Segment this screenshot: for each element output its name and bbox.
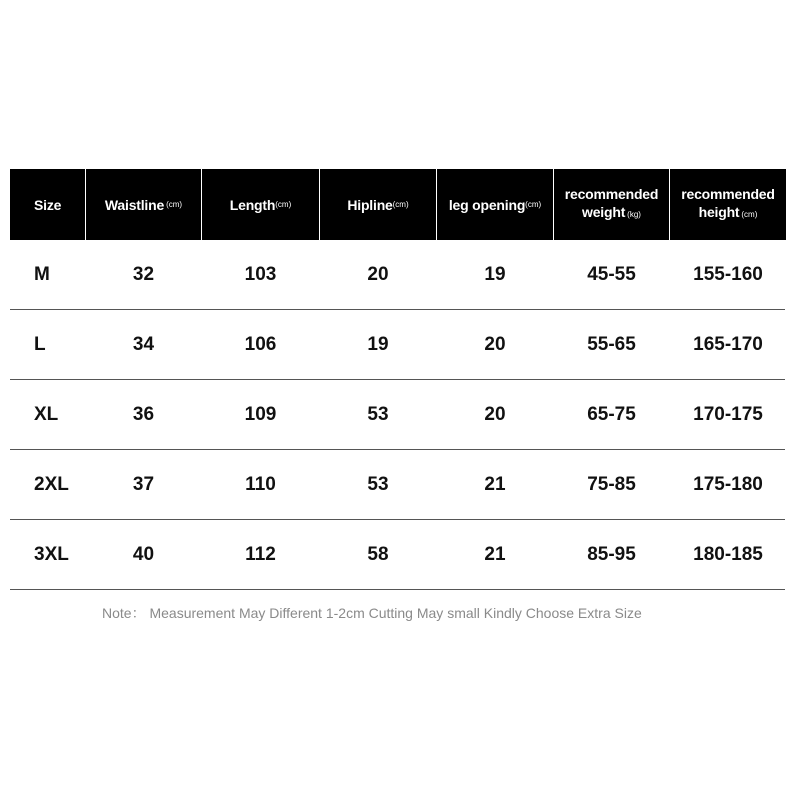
header-weight-line2: weight [582, 204, 626, 220]
cell-hipline: 53 [367, 403, 389, 425]
table-row [10, 240, 785, 310]
cell-waistline: 34 [132, 333, 155, 355]
cell-hipline: 58 [367, 543, 389, 565]
header-leg-opening-unit: (cm) [525, 199, 542, 209]
cell-waistline: 32 [132, 263, 155, 285]
header-length [202, 169, 319, 240]
header-waistline-label: Waistline [104, 196, 165, 213]
cell-length: 103 [244, 263, 277, 285]
cell-size: XL [34, 403, 59, 425]
header-waistline-unit: (cm) [166, 199, 183, 209]
cell-recommended-height: 180-185 [693, 543, 763, 565]
header-recommended-weight [554, 169, 669, 240]
header-height-line1: recommended [681, 186, 775, 202]
header-length-label: Length [229, 196, 276, 213]
table-row [10, 380, 785, 450]
header-leg-opening-label: leg opening [448, 196, 526, 213]
cell-recommended-weight: 75-85 [587, 473, 636, 495]
cell-leg-opening: 21 [484, 473, 506, 495]
cell-length: 106 [244, 333, 277, 355]
cell-recommended-height: 155-160 [693, 263, 763, 285]
cell-leg-opening: 19 [484, 263, 506, 285]
header-leg-opening [437, 169, 553, 240]
table-row [10, 450, 785, 520]
cell-recommended-weight: 65-75 [587, 403, 636, 425]
cell-leg-opening: 20 [484, 333, 506, 355]
header-hipline-unit: (cm) [392, 199, 409, 209]
header-height-unit: (cm) [741, 210, 758, 219]
cell-recommended-weight: 55-65 [587, 333, 636, 355]
header-recommended-height [670, 169, 786, 240]
header-hipline [320, 169, 436, 240]
cell-length: 110 [245, 473, 276, 495]
cell-recommended-height: 170-175 [693, 403, 763, 425]
cell-size: 2XL [34, 473, 69, 495]
header-hipline-label: Hipline [347, 196, 393, 213]
table-row [10, 520, 785, 590]
cell-waistline: 37 [132, 473, 155, 495]
cell-size: L [34, 333, 46, 355]
cell-waistline: 40 [132, 543, 155, 565]
size-chart-table [10, 169, 785, 590]
cell-leg-opening: 21 [484, 543, 506, 565]
cell-leg-opening: 20 [484, 403, 506, 425]
header-waistline [86, 169, 201, 240]
cell-hipline: 20 [367, 263, 389, 285]
cell-hipline: 19 [367, 333, 389, 355]
cell-recommended-height: 175-180 [693, 473, 763, 495]
cell-recommended-weight: 85-95 [587, 543, 636, 565]
cell-length: 109 [244, 403, 277, 425]
header-weight-line1: recommended [564, 186, 659, 202]
cell-length: 112 [245, 543, 276, 565]
header-height-line2: height [698, 204, 740, 220]
header-length-unit: (cm) [275, 199, 292, 209]
header-size [10, 169, 85, 240]
cell-size: 3XL [34, 543, 69, 565]
cell-recommended-weight: 45-55 [587, 263, 636, 285]
cell-hipline: 53 [367, 473, 389, 495]
header-weight-unit: (kg) [627, 210, 641, 219]
table-row [10, 310, 785, 380]
cell-recommended-height: 165-170 [693, 333, 763, 355]
measurement-note: Note： Measurement May Different 1-2cm Cutting May small Kindly Choose Extra Size [102, 605, 642, 621]
table-header-row [10, 169, 785, 240]
header-size-label: Size [34, 196, 62, 213]
cell-size: M [34, 263, 50, 285]
cell-waistline: 36 [132, 403, 155, 425]
